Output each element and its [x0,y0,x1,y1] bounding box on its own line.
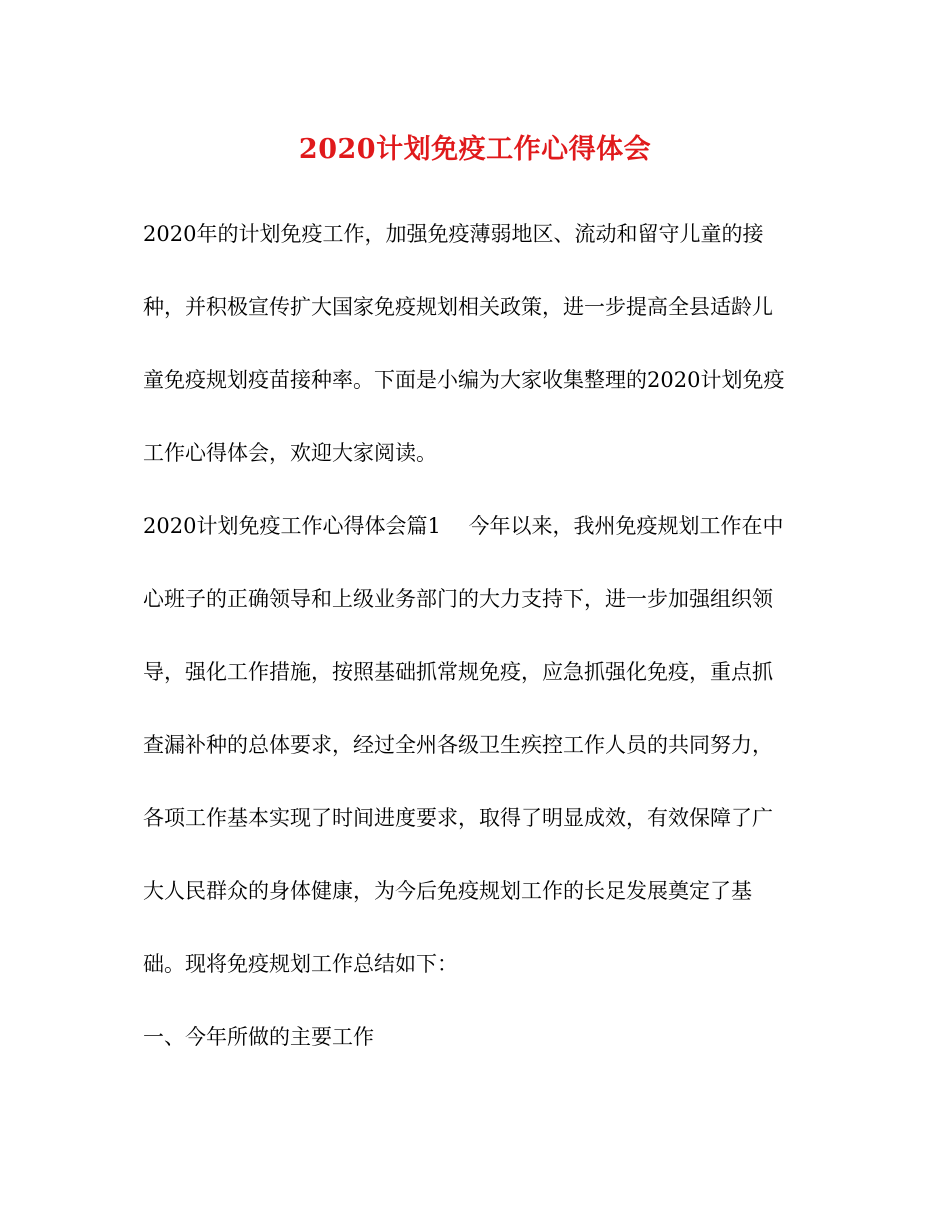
document-title: 2020计划免疫工作心得体会 [298,134,652,165]
text-line: 2020年的计划免疫工作，加强免疫薄弱地区、流动和留守儿童的接 [143,222,764,246]
text-line: 各项工作基本实现了时间进度要求，取得了明显成效，有效保障了广 [143,806,773,830]
document-body [143,210,809,1086]
text-line: 2020计划免疫工作心得体会篇1 今年以来，我州免疫规划工作在中 [143,514,784,538]
text-line: 童免疫规划疫苗接种率。下面是小编为大家收集整理的2020计划免疫 [143,368,785,392]
text-line: 工作心得体会，欢迎大家阅读。 [143,441,437,465]
text-line: 心班子的正确领导和上级业务部门的大力支持下，进一步加强组织领 [143,587,773,611]
heading-paragraph [143,1013,809,1086]
text-line: 查漏补种的总体要求，经过全州各级卫生疾控工作人员的共同努力， [143,733,773,757]
text-line: 础。现将免疫规划工作总结如下： [143,952,458,976]
intro-paragraph [143,210,809,502]
text-line: 种，并积极宣传扩大国家免疫规划相关政策，进一步提高全县适龄儿 [143,295,773,319]
text-line: 大人民群众的身体健康，为今后免疫规划工作的长足发展奠定了基 [143,879,752,903]
section-paragraph [143,502,809,1013]
section-heading: 一、今年所做的主要工作 [143,1025,374,1049]
text-line: 导，强化工作措施，按照基础抓常规免疫，应急抓强化免疫，重点抓 [143,660,773,684]
